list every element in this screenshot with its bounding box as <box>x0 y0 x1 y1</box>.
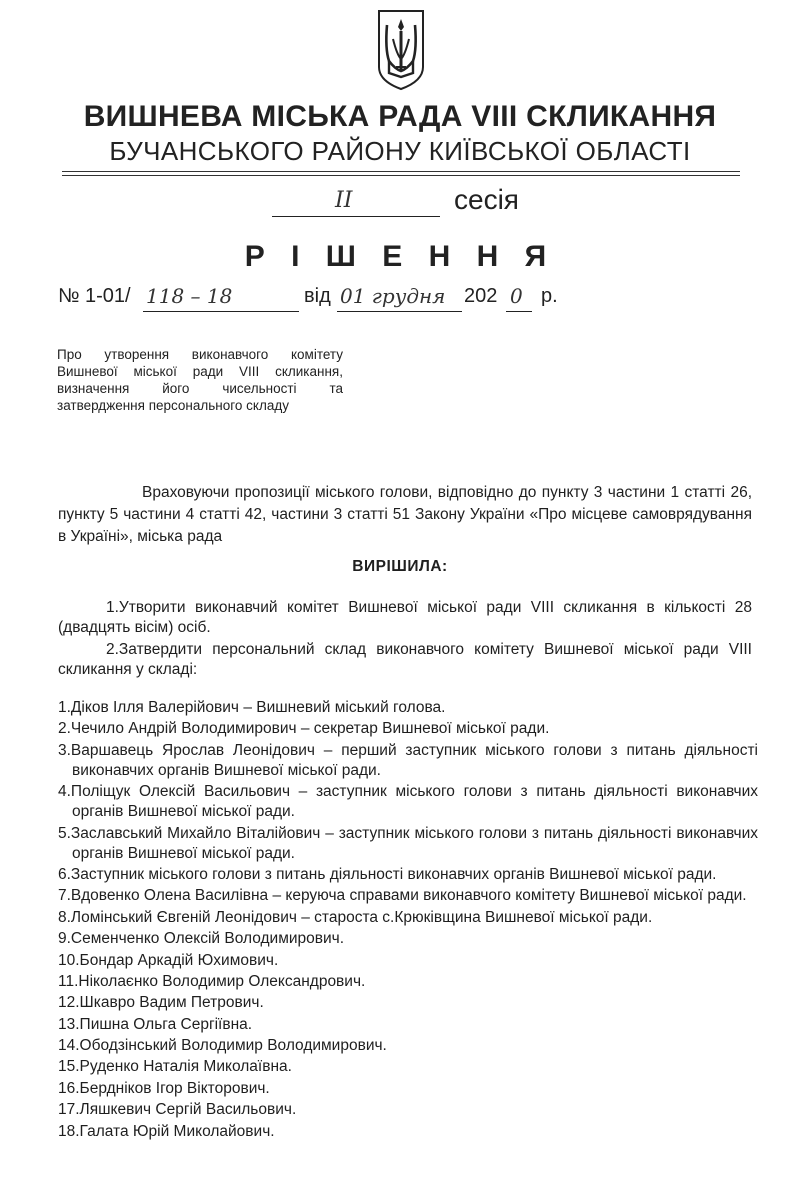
list-item: 7.Вдовенко Олена Василівна – керуюча справами виконавчого комітету Вишневої міської ради. <box>58 887 747 905</box>
list-item: 2.Чечило Андрій Володимирович – секретар Вишневої міської ради. <box>58 720 550 738</box>
resolved-heading: ВИРІШИЛА: <box>352 558 448 575</box>
decision-title: Р І Ш Е Н Н Я <box>244 240 556 273</box>
list-item: 4.Поліщук Олексій Васильович – заступник міського голови з питань діяльності виконавчих органів Вишневої міської ради. <box>58 783 758 821</box>
list-item: 5.Заславський Михайло Віталійович – заступник міського голови з питань діяльності виконавчих органів Вишневої міської ради. <box>58 824 758 862</box>
list-item: 16.Бердніков Ігор Вікторович. <box>58 1079 270 1097</box>
session-label: сесія <box>454 184 519 215</box>
registration-prefix: № 1-01/ <box>58 285 131 307</box>
registration-number: 118 – 18 <box>146 284 233 308</box>
year-prefix: 202 <box>464 285 498 307</box>
header-rule-top <box>62 171 740 172</box>
list-item: 17.Ляшкевич Сергій Васильович. <box>58 1101 297 1119</box>
list-item: 6.Заступник міського голови з питань діяльності виконавчих органів Вишневої міської ради. <box>58 865 717 883</box>
date-from-label: від <box>304 285 331 307</box>
committee-members-list <box>58 698 758 1143</box>
list-item: 13.Пишна Ольга Сергіївна. <box>58 1015 253 1033</box>
list-item: 11.Ніколаєнко Володимир Олександрович. <box>58 972 366 990</box>
year-suffix: р. <box>541 285 558 307</box>
header-rule-bottom <box>62 175 740 176</box>
list-item: 18.Галата Юрій Миколайович. <box>58 1122 275 1140</box>
trident-emblem-icon <box>375 9 427 91</box>
session-number-blank <box>272 186 440 217</box>
list-item: 10.Бондар Аркадій Юхимович. <box>58 951 279 969</box>
council-title: ВИШНЕВА МІСЬКА РАДА VIII СКЛИКАННЯ <box>83 100 717 133</box>
list-item: 15.Руденко Наталія Миколаївна. <box>58 1058 292 1076</box>
decision-point-1: 1.Утворити виконавчий комітет Вишневої міської ради VIII скликання в кількості 28 (двадцять вісім) осіб. <box>58 599 752 636</box>
list-item: 9.Семенченко Олексій Володимирович. <box>58 930 345 948</box>
year-digit: 0 <box>510 284 523 308</box>
decision-point-2: 2.Затвердити персональний склад виконавчого комітету Вишневої міської ради VIII скликання у складі: <box>58 641 752 678</box>
list-item: 14.Ободзінський Володимир Володимирович. <box>58 1037 387 1055</box>
decision-subject: Про утворення виконавчого комітету Вишневої міської ради VIII скликання, визначення його чисельності та затвердження персонального складу <box>57 347 343 413</box>
session-number: ІІ <box>335 188 353 213</box>
decision-date: 01 грудня <box>340 284 446 308</box>
preamble-paragraph: Враховуючи пропозиції міського голови, відповідно до пункту 3 частини 1 статті 26, пункту 5 частини 4 статті 42, частини 3 статті 51 Закону України «Про місцеве самоврядування в Україні», міська рада <box>58 484 752 545</box>
list-item: 1.Діков Ілля Валерійович – Вишневий міський голова. <box>58 699 446 716</box>
list-item: 3.Варшавець Ярослав Леонідович – перший заступник міського голови з питань діяльності виконавчих органів Вишневої міської ради. <box>58 741 758 779</box>
list-item: 8.Ломінський Євгеній Леонідович – староста с.Крюківщина Вишневої міської ради. <box>58 908 653 926</box>
list-item: 12.Шкавро Вадим Петрович. <box>58 994 264 1012</box>
district-title: БУЧАНСЬКОГО РАЙОНУ КИЇВСЬКОЇ ОБЛАСТІ <box>109 136 691 166</box>
